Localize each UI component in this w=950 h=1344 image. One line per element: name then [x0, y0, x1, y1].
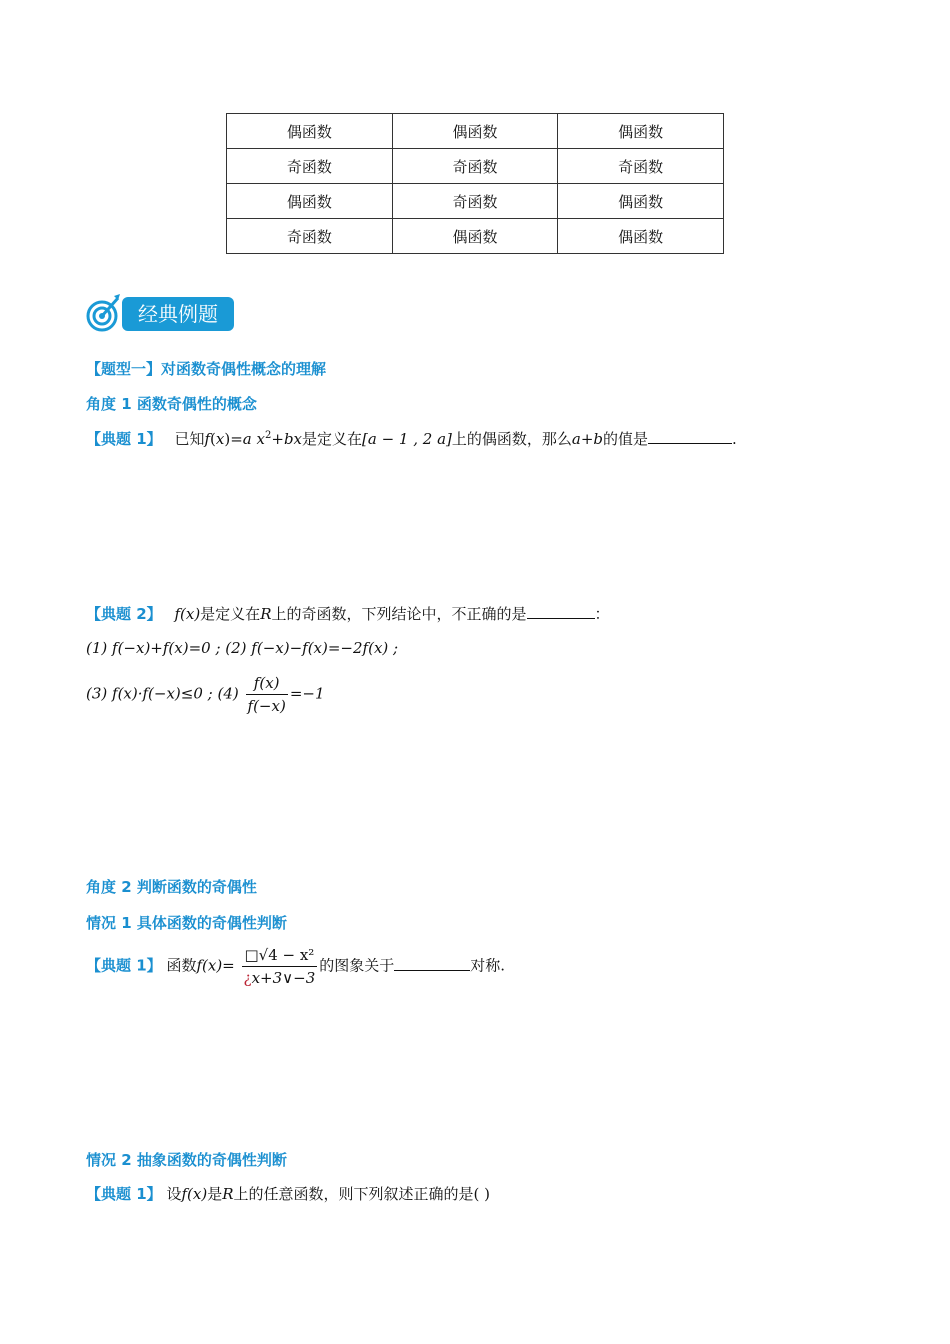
- math-superscript: 2: [265, 430, 272, 441]
- math: =: [230, 430, 243, 448]
- garbled-mark: ¿: [243, 969, 252, 987]
- math: +: [271, 430, 284, 448]
- case-title: 情况 1 具体函数的奇偶性判断: [86, 914, 287, 932]
- text: 的图象关于: [319, 956, 395, 975]
- example-4: [86, 1183, 490, 1204]
- section-title: 【题型一】对函数奇偶性概念的理解: [86, 360, 327, 378]
- table-cell: 偶函数: [558, 219, 724, 254]
- text: 上的任意函数，则下列叙述正确的是( ): [233, 1185, 490, 1203]
- math: x: [256, 430, 265, 448]
- table-cell: 偶函数: [558, 114, 724, 149]
- table-cell: 奇函数: [558, 149, 724, 184]
- fraction-denominator: [242, 967, 318, 989]
- text: 已知: [174, 430, 205, 448]
- fraction: [242, 944, 318, 989]
- subsection-title: 角度 2 判断函数的奇偶性: [86, 878, 257, 896]
- table-cell: 奇函数: [392, 149, 558, 184]
- math: f(x): [174, 605, 201, 623]
- text: 是定义在: [200, 605, 261, 623]
- fraction-numerator: f(x): [246, 672, 288, 695]
- example-2-options-line-1: (1) f(−x)+f(x)=0 ; (2) f(−x)−f(x)=−2f(x) ;: [86, 639, 399, 657]
- table-row: [227, 114, 724, 149]
- table-cell: 偶函数: [227, 184, 393, 219]
- math: (: [210, 430, 216, 448]
- example-tag: 【典题 1】: [86, 1185, 162, 1203]
- example-tag: 【典题 1】: [86, 430, 162, 448]
- table-cell: 奇函数: [392, 184, 558, 219]
- text: 上的奇函数，下列结论中，不正确的是: [271, 605, 527, 623]
- math-interval: [a − 1 , 2 a]: [362, 430, 452, 448]
- fraction-denominator: f(−x): [247, 697, 286, 715]
- fraction-numerator: □√4 − x²: [242, 944, 318, 967]
- table-cell: 偶函数: [392, 219, 558, 254]
- target-icon: [84, 292, 124, 332]
- example-tag: 【典题 2】: [86, 605, 162, 623]
- example-1: [86, 428, 737, 449]
- math: a+b: [571, 430, 604, 448]
- table-cell: 偶函数: [227, 114, 393, 149]
- table-row: [227, 219, 724, 254]
- fraction: [246, 672, 288, 717]
- math: R: [222, 1185, 234, 1203]
- text: 对称.: [470, 956, 506, 975]
- math: (3) f(x)·f(−x)≤0 ; (4): [86, 684, 239, 703]
- text: 上的偶函数，那么: [451, 430, 572, 448]
- math: R: [260, 605, 272, 623]
- subsection-title: 角度 1 函数奇偶性的概念: [86, 395, 257, 413]
- math: f(x)=: [196, 956, 235, 975]
- math: ): [224, 430, 231, 448]
- math: bx: [283, 430, 303, 448]
- table-row: [227, 149, 724, 184]
- parity-table: [226, 113, 724, 254]
- math: x: [215, 430, 225, 448]
- text: 是: [207, 1185, 223, 1203]
- table-cell: 偶函数: [558, 184, 724, 219]
- math: =−1: [289, 684, 325, 703]
- text: ：: [594, 605, 610, 623]
- math: f: [204, 430, 211, 448]
- answer-blank[interactable]: [527, 604, 595, 619]
- table-cell: 偶函数: [392, 114, 558, 149]
- example-2-options-line-2: [86, 672, 325, 717]
- text: 是定义在: [302, 430, 363, 448]
- example-2: [86, 603, 610, 624]
- text: 的值是: [603, 430, 649, 448]
- section-banner: 经典例题: [122, 297, 234, 331]
- text: 函数: [166, 956, 197, 975]
- example-tag: 【典题 1】: [86, 956, 162, 975]
- text: 设: [166, 1185, 182, 1203]
- example-3: [86, 944, 505, 989]
- answer-blank[interactable]: [648, 429, 732, 444]
- table-row: [227, 184, 724, 219]
- math: a: [242, 430, 252, 448]
- math: f(x): [181, 1185, 208, 1203]
- answer-blank[interactable]: [394, 956, 470, 971]
- text: .: [732, 430, 737, 448]
- case-title: 情况 2 抽象函数的奇偶性判断: [86, 1151, 287, 1169]
- table-cell: 奇函数: [227, 149, 393, 184]
- table-cell: 奇函数: [227, 219, 393, 254]
- math: x+3∨−3: [251, 969, 316, 987]
